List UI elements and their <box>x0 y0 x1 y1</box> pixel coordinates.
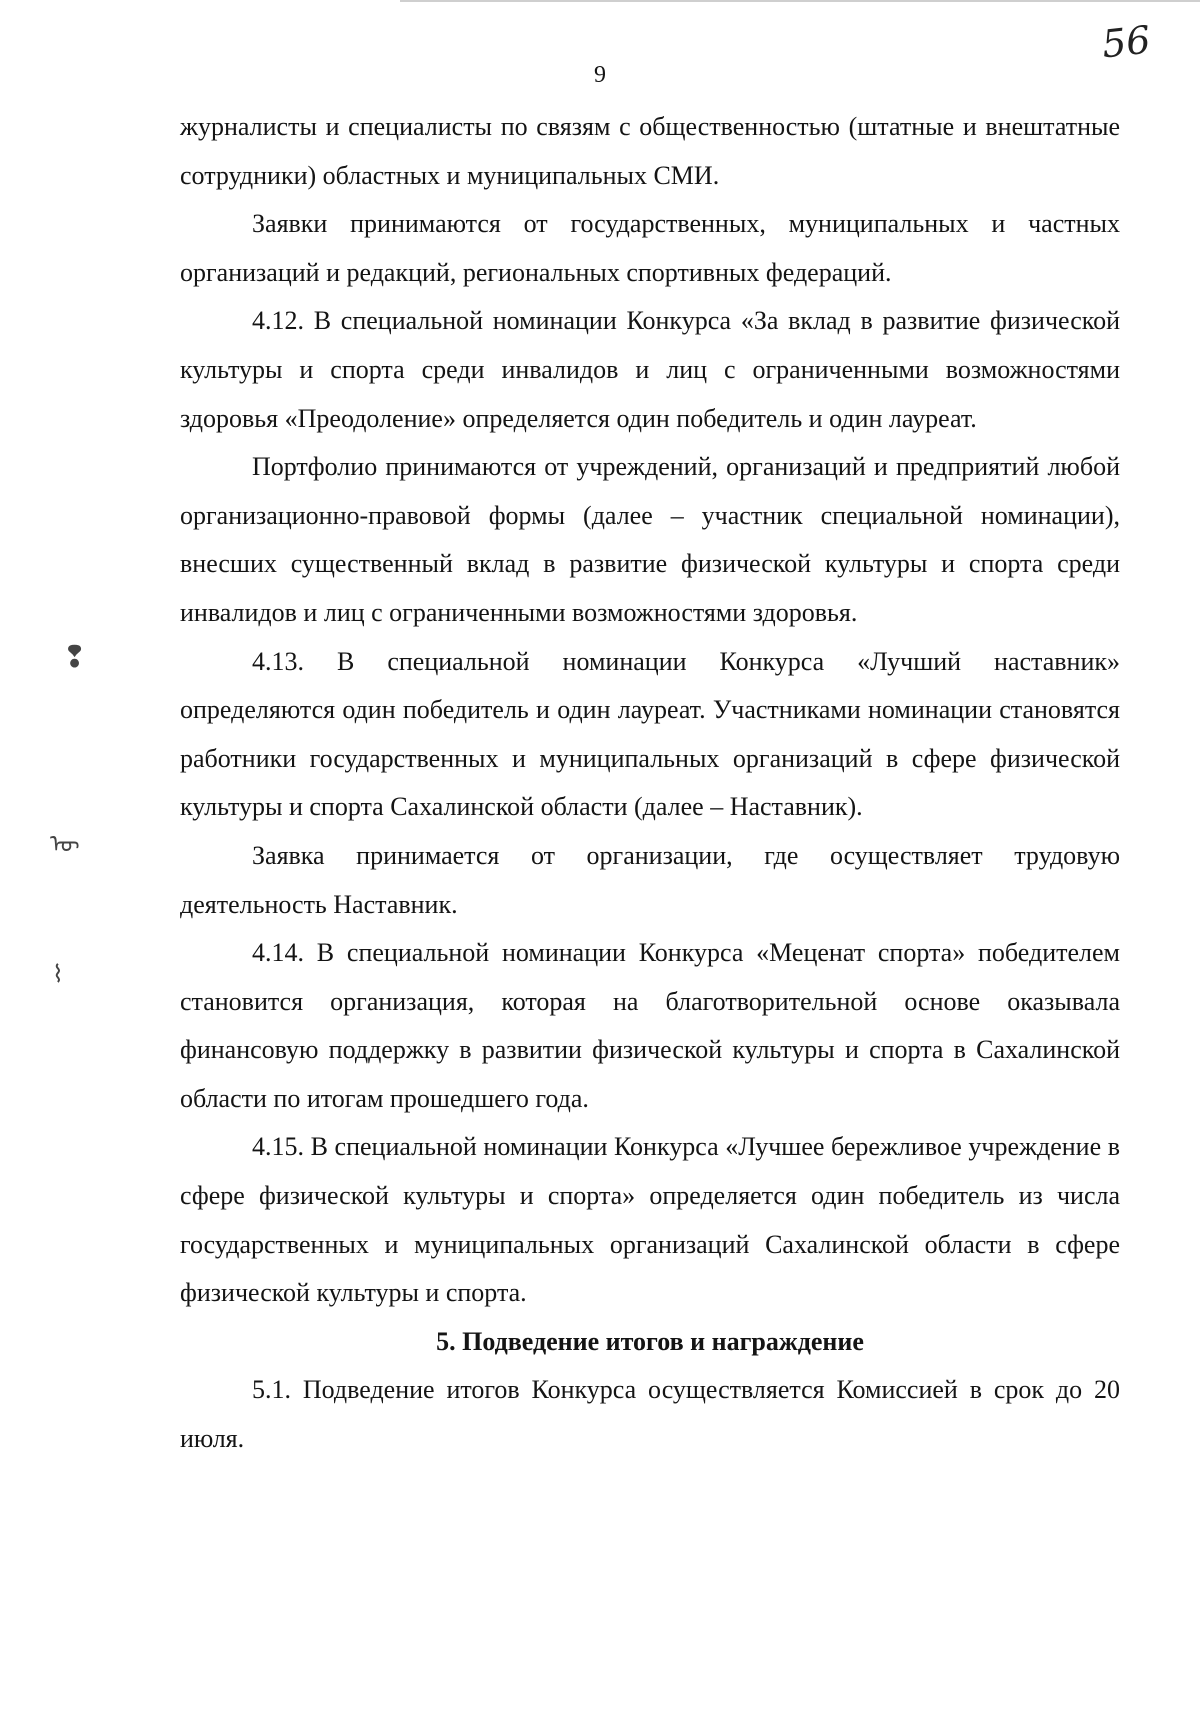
paragraph-4-14: 4.14. В специальной номинации Конкурса «Меценат спорта» победителем становится организация, которая на благотворительной основе оказывала финансовую поддержку в развитии физической культуры и спорта в Сахалинской области по итогам прошедшего года. <box>180 938 1120 1113</box>
scan-edge-line <box>400 0 1200 2</box>
scan-artifact-icon: ⌇ <box>52 962 64 988</box>
paragraph-application-mentor: Заявка принимается от организации, где осуществляет трудовую деятельность Наставник. <box>180 840 1120 919</box>
page-number: 9 <box>594 62 606 88</box>
paragraph-applications: Заявки принимаются от государственных, муниципальных и частных организаций и редакций, региональных спортивных федераций. <box>180 209 1120 287</box>
scan-artifact-icon: ᠥ <box>50 832 80 858</box>
paragraph-4-12: 4.12. В специальной номинации Конкурса «За вклад в развитие физической культуры и спорта среди инвалидов и лиц с ограниченными возможностями здоровья «Преодоление» определяется один победитель и один лауреат. <box>180 306 1120 433</box>
document-body <box>180 103 1120 1464</box>
paragraph-4-13: 4.13. В специальной номинации Конкурса «Лучший наставник» определяются один победитель и один лауреат. Участниками номинации становятся работники государственных и муниципальных организаций в сфере физической культуры и спорта Сахалинской области (далее – Наставник). <box>180 646 1120 822</box>
handwritten-page-number: 56 <box>1099 17 1153 67</box>
paragraph-journalists: журналисты и специалисты по связям с общественностью (штатные и внештатные сотрудники) областных и муниципальных СМИ. <box>180 112 1120 190</box>
paragraph-5-1: 5.1. Подведение итогов Конкурса осуществляется Комиссией в срок до 20 июля. <box>180 1375 1120 1454</box>
hole-punch-mark-icon: ❢ <box>62 641 88 674</box>
paragraph-4-15: 4.15. В специальной номинации Конкурса «Лучшее бережливое учреждение в сфере физической культуры и спорта» определяется один победитель из числа государственных и муниципальных организаций Сахалинской области в сфере физической культуры и спорта. <box>180 1132 1120 1308</box>
paragraph-portfolio: Портфолио принимаются от учреждений, организаций и предприятий любой организационно-правовой формы (далее – участник специальной номинации), внесших существенный вклад в развитие физической культуры и спорта среди инвалидов и лиц с ограниченными возможностями здоровья. <box>180 452 1120 627</box>
section-heading: 5. Подведение итогов и награждение <box>436 1326 864 1356</box>
